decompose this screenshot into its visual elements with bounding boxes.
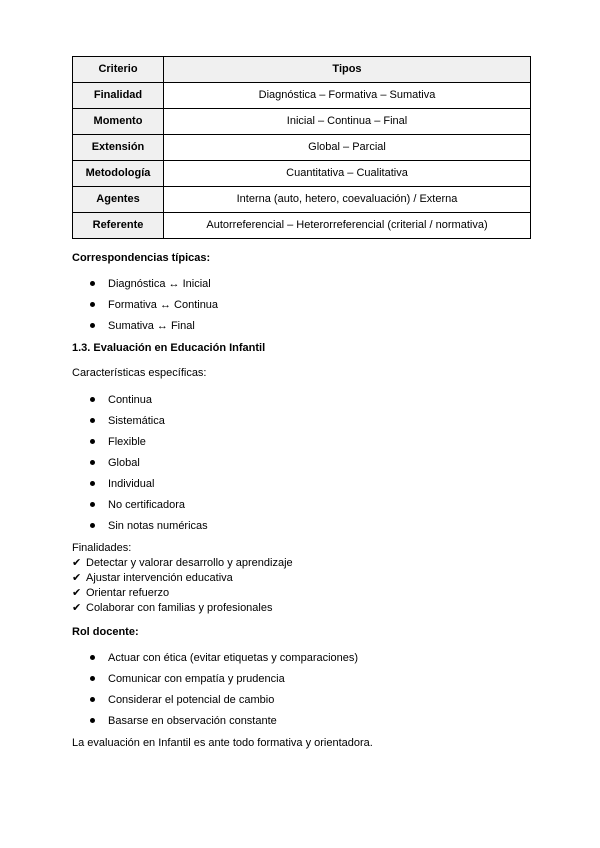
check-icon: ✔ xyxy=(72,556,82,569)
closing-paragraph: La evaluación en Infantil es ante todo formativa y orientadora. xyxy=(72,737,373,749)
table-row xyxy=(73,213,531,239)
table-row xyxy=(73,135,531,161)
list-item-text: Sin notas numéricas xyxy=(108,520,208,532)
list-item-text: Comunicar con empatía y prudencia xyxy=(108,673,285,685)
list-item-text: Flexible xyxy=(108,436,146,448)
criterio-cell: Finalidad xyxy=(73,83,164,109)
list-item xyxy=(72,414,530,435)
document-page xyxy=(72,56,530,750)
bullet-icon xyxy=(90,481,95,486)
list-item-text: Actuar con ética (evitar etiquetas y comparaciones) xyxy=(108,652,359,664)
bullet-icon xyxy=(90,697,95,702)
tipos-cell: Inicial – Continua – Final xyxy=(164,109,531,135)
check-icon: ✔ xyxy=(72,571,82,584)
correspondencias-heading: Correspondencias típicas: xyxy=(72,252,211,264)
list-item-text: Orientar refuerzo xyxy=(86,587,170,599)
list-item xyxy=(72,651,530,672)
header-criterio: Criterio xyxy=(73,57,164,83)
caracteristicas-label: Características específicas: xyxy=(72,367,207,379)
criterio-cell: Metodología xyxy=(73,161,164,187)
rol-heading: Rol docente: xyxy=(72,626,139,638)
list-item xyxy=(72,477,530,498)
criterio-cell: Agentes xyxy=(73,187,164,213)
table-row xyxy=(73,83,531,109)
finalidades-label: Finalidades: xyxy=(72,542,132,554)
bullet-icon xyxy=(90,676,95,681)
bullet-icon xyxy=(90,460,95,465)
bullet-icon xyxy=(90,655,95,660)
list-item xyxy=(72,714,530,735)
list-item-text: Considerar el potencial de cambio xyxy=(108,694,275,706)
list-item xyxy=(72,672,530,693)
bullet-icon xyxy=(90,718,95,723)
table-header-row xyxy=(73,57,531,83)
list-item xyxy=(72,298,530,319)
list-item xyxy=(72,435,530,456)
list-item-text: No certificadora xyxy=(108,499,186,511)
list-item xyxy=(72,600,530,615)
list-item-text: Continua xyxy=(108,394,153,406)
tipos-cell: Global – Parcial xyxy=(164,135,531,161)
bullet-icon xyxy=(90,439,95,444)
criterio-cell: Momento xyxy=(73,109,164,135)
caracteristicas-list xyxy=(72,393,530,540)
bullet-icon xyxy=(90,323,95,328)
table-row xyxy=(73,187,531,213)
criterio-cell: Extensión xyxy=(73,135,164,161)
rol-list xyxy=(72,651,530,735)
list-item xyxy=(72,319,530,340)
list-item xyxy=(72,693,530,714)
list-item xyxy=(72,519,530,540)
list-item xyxy=(72,570,530,585)
list-item-text: Colaborar con familias y profesionales xyxy=(86,602,273,614)
list-item-text: Basarse en observación constante xyxy=(108,715,277,727)
header-tipos: Tipos xyxy=(164,57,531,83)
list-item-text: Formativa ↔ Continua xyxy=(108,299,219,311)
criterio-cell: Referente xyxy=(73,213,164,239)
bullet-icon xyxy=(90,302,95,307)
list-item xyxy=(72,585,530,600)
check-icon: ✔ xyxy=(72,601,82,614)
bullet-icon xyxy=(90,523,95,528)
tipos-cell: Interna (auto, hetero, coevaluación) / Externa xyxy=(164,187,531,213)
check-icon: ✔ xyxy=(72,586,82,599)
list-item-text: Detectar y valorar desarrollo y aprendizaje xyxy=(86,557,293,569)
table-row xyxy=(73,161,531,187)
table-row xyxy=(73,109,531,135)
bullet-icon xyxy=(90,418,95,423)
list-item-text: Global xyxy=(108,457,140,469)
section-heading: 1.3. Evaluación en Educación Infantil xyxy=(72,342,266,354)
list-item xyxy=(72,456,530,477)
bullet-icon xyxy=(90,397,95,402)
list-item-text: Sistemática xyxy=(108,415,165,427)
list-item-text: Diagnóstica ↔ Inicial xyxy=(108,278,211,290)
list-item-text: Ajustar intervención educativa xyxy=(86,572,233,584)
bullet-icon xyxy=(90,502,95,507)
tipos-cell: Cuantitativa – Cualitativa xyxy=(164,161,531,187)
correspondencias-list xyxy=(72,277,530,340)
list-item xyxy=(72,393,530,414)
list-item xyxy=(72,277,530,298)
list-item xyxy=(72,555,530,570)
finalidades-list xyxy=(72,555,530,615)
list-item-text: Sumativa ↔ Final xyxy=(108,320,195,332)
bullet-icon xyxy=(90,281,95,286)
list-item-text: Individual xyxy=(108,478,155,490)
evaluation-types-table xyxy=(72,56,531,239)
tipos-cell: Autorreferencial – Heterorreferencial (criterial / normativa) xyxy=(164,213,531,239)
list-item xyxy=(72,498,530,519)
tipos-cell: Diagnóstica – Formativa – Sumativa xyxy=(164,83,531,109)
